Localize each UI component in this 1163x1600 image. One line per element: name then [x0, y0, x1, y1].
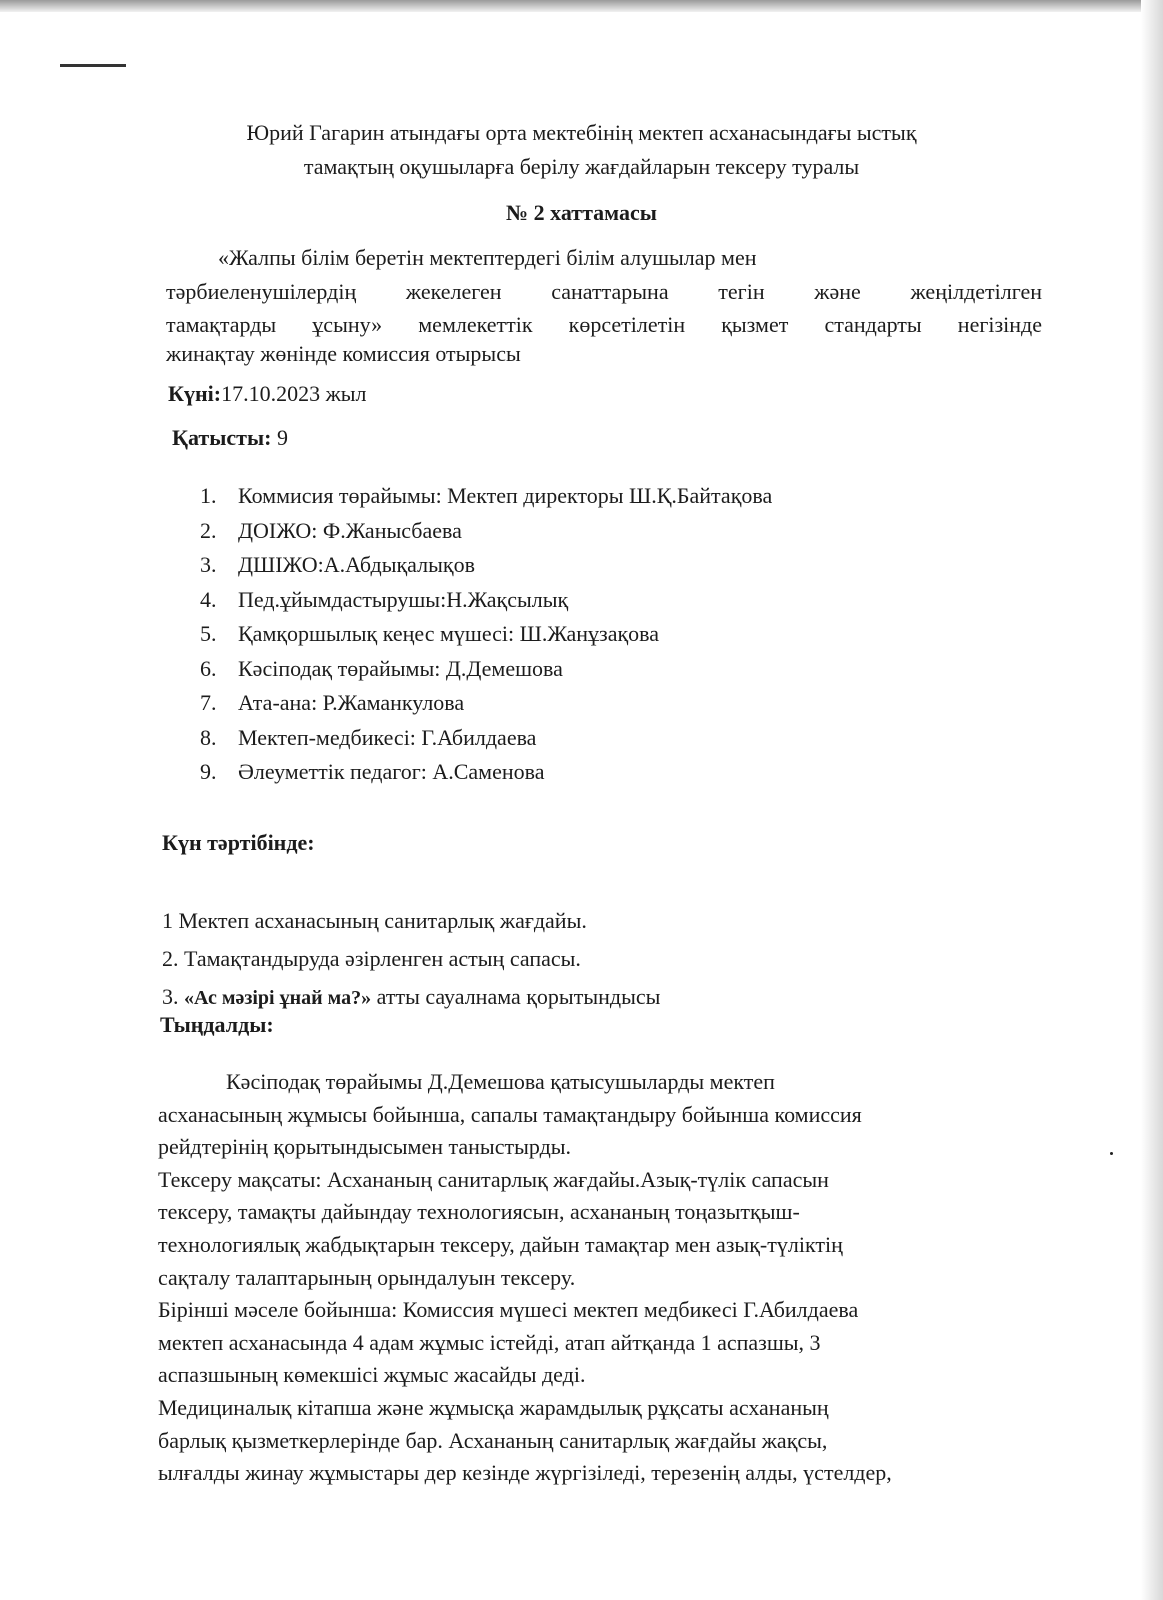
attendee-item	[200, 481, 772, 516]
protocol-number: № 2 хаттамасы	[506, 200, 657, 225]
date-value: 17.10.2023 жыл	[221, 381, 367, 406]
agenda-item: 1 Мектеп асханасының санитарлық жағдайы.	[162, 908, 587, 933]
body-line: ылғалды жинау жұмыстары дер кезінде жүргізіледі, терезенің алды, үстелдер,	[158, 1460, 892, 1486]
attendee-number: 3.	[200, 552, 217, 577]
attendee-text: Пед.ұйымдастырушы:Н.Жақсылық	[238, 586, 569, 612]
intro-line-4: жинақтау жөнінде комиссия отырысы	[166, 341, 521, 366]
intro-line-2: тәрбиеленушілердің жекелеген санаттарына тегін және жеңілдетілген	[166, 279, 1042, 304]
margin-mark	[60, 64, 126, 67]
survey-title: «Ас мәзірі ұнай ма?»	[184, 987, 372, 1009]
agenda-item-number: 3.	[162, 984, 184, 1009]
body-line: Бірінші мәселе бойынша: Комиссия мүшесі мектеп медбикесі Г.Абилдаева	[158, 1297, 859, 1323]
attendee-item	[200, 757, 772, 792]
attendee-number: 5.	[200, 621, 217, 646]
attendee-item	[200, 688, 772, 723]
attendee-number: 1.	[200, 483, 217, 508]
attendance-count	[172, 423, 288, 453]
attendee-text: ДОІЖО: Ф.Жанысбаева	[238, 517, 462, 543]
date-label: Күні:	[168, 381, 222, 406]
attendee-list	[200, 481, 772, 792]
intro-line-1: «Жалпы білім беретін мектептердегі білім алушылар мен	[218, 245, 757, 270]
body-line: Медициналық кітапша және жұмысқа жарамдылық рұқсаты асхананың	[158, 1394, 829, 1420]
scan-speck	[1110, 1152, 1113, 1155]
body-text	[158, 1066, 1028, 1490]
attendee-text: ДШІЖО:А.Абдықалықов	[238, 552, 475, 577]
title-line-1: Юрий Гагарин атындағы орта мектебінің мектеп асханасындағы ыстық	[246, 120, 917, 145]
attendee-text: Әлеуметтік педагог: А.Саменова	[238, 759, 545, 784]
attendance-value: 9	[271, 425, 288, 450]
attendee-text: Коммисия төрайымы: Мектеп директоры Ш.Қ.Байтақова	[238, 483, 773, 508]
attendance-label: Қатысты:	[172, 425, 272, 450]
title-line-2: тамақтың оқушыларға берілу жағдайларын тексеру туралы	[303, 154, 860, 179]
attendee-text: Қамқоршылық кеңес мүшесі: Ш.Жанұзақова	[238, 621, 660, 646]
attendee-number: 8.	[200, 724, 217, 750]
agenda-heading: Күн тәртібінде:	[162, 830, 315, 855]
attendee-item	[200, 654, 772, 689]
agenda-item-text: атты сауалнама қорытындысы	[371, 984, 661, 1009]
body-line: мектеп асханасында 4 адам жұмыс істейді, атап айтқанда 1 аспазшы, 3	[158, 1329, 821, 1355]
agenda-list	[162, 906, 660, 1020]
attendee-number: 7.	[200, 690, 217, 715]
agenda-item: 2. Тамақтандыруда әзірленген астың сапасы.	[162, 946, 581, 971]
attendee-item	[200, 619, 772, 654]
attendee-number: 9.	[200, 759, 217, 784]
attendee-text: Ата-ана: Р.Жаманкулова	[238, 690, 465, 715]
attendee-text: Мектеп-медбикесі: Г.Абилдаева	[238, 724, 537, 750]
body-line: Тексеру мақсаты: Асхананың санитарлық жағдайы.Азық-түлік сапасын	[158, 1166, 829, 1192]
body-line: сақталу талаптарының орындалуын тексеру.	[158, 1264, 576, 1290]
body-line: асханасының жұмысы бойынша, сапалы тамақтандыру бойынша комиссия	[158, 1101, 862, 1127]
scan-edge-top	[0, 0, 1163, 12]
attendee-number: 2.	[200, 517, 217, 543]
attendee-number: 6.	[200, 655, 217, 681]
attendee-item	[200, 516, 772, 551]
body-line: аспазшының көмекшісі жұмыс жасайды деді.	[158, 1362, 586, 1388]
attendee-item	[200, 550, 772, 585]
attendee-text: Кәсіподақ төрайымы: Д.Демешова	[238, 655, 563, 681]
attendee-item	[200, 585, 772, 620]
body-line: Кәсіподақ төрайымы Д.Демешова қатысушыларды мектеп	[226, 1069, 775, 1094]
body-line: тексеру, тамақты дайындау технологиясын, асхананың тоңазытқыш-	[158, 1199, 800, 1225]
attendee-number: 4.	[200, 586, 217, 612]
body-line: барлық қызметкерлерінде бар. Асхананың санитарлық жағдайы жақсы,	[158, 1427, 828, 1453]
scan-edge-right	[1141, 0, 1163, 1600]
body-line: технологиялық жабдықтарын тексеру, дайын тамақтар мен азық-түліктің	[158, 1231, 843, 1257]
meeting-date	[168, 379, 367, 409]
attendee-item	[200, 723, 772, 758]
intro-line-3: тамақтарды ұсыну» мемлекеттік көрсетілетін қызмет стандарты негізінде	[166, 312, 1042, 337]
heard-heading: Тыңдалды:	[160, 1012, 274, 1037]
body-line: рейдтерінің қорытындысымен таныстырды.	[158, 1134, 572, 1160]
